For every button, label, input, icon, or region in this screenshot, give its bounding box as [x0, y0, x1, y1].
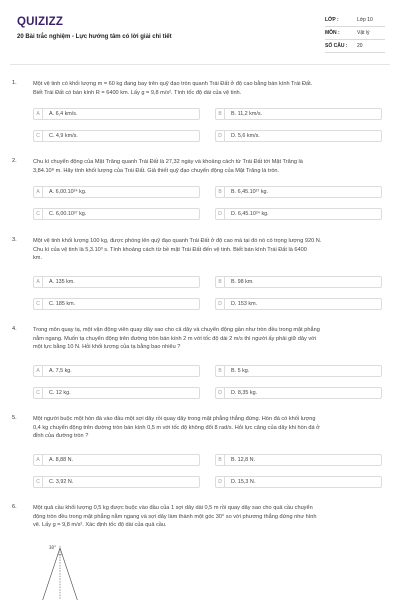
conical-pendulum-figure: [32, 544, 92, 600]
question-line: đỉnh của đường tròn ?: [33, 433, 89, 440]
option-text: D. 8,35 kg.: [231, 390, 258, 396]
option-letter: B: [216, 187, 225, 197]
option-d[interactable]: [215, 387, 382, 399]
meta-value: 20: [357, 43, 363, 49]
option-a[interactable]: [33, 108, 200, 120]
document-title: 20 Bài trắc nghiệm - Lực hướng tâm có lời giải chi tiết: [17, 34, 172, 40]
option-text: C. 4,9 km/s.: [49, 133, 78, 139]
question-line: động tròn đều trong mặt phẳng nằm ngang và sợi dây làm thành một góc 30° so với phương thẳng đứng như hình: [33, 513, 317, 520]
question-text: [33, 237, 385, 263]
question-line: Một vệ tinh khối lượng 100 kg, được phóng lên quỹ đạo quanh Trái Đất ở độ cao mà tại đó nó có trọng lượng 920 N.: [33, 238, 322, 244]
string-line-left: [42, 548, 60, 600]
question-line: Một quả cầu khối lượng 0,5 kg được buộc vào đầu của 1 sợi dây dài 0,5 m rồi quay dây sao cho quả cầu chuyển: [33, 505, 313, 511]
meta-row-grade: [325, 14, 385, 27]
question-number: 4.: [12, 326, 17, 332]
question-text: [33, 326, 385, 352]
option-b[interactable]: [215, 276, 382, 288]
option-text: B. 11,2 km/s.: [231, 111, 263, 117]
question-line: Chu kì của vệ tinh là 5,3.10³ s. Tính khoảng cách từ bề mặt Trái Đất đến vệ tinh. Biết bán kính Trái Đất là 6400: [33, 246, 307, 253]
option-letter: A: [34, 187, 43, 197]
option-letter: C: [34, 209, 43, 219]
option-letter: D: [216, 209, 225, 219]
option-c[interactable]: [33, 298, 200, 310]
option-letter: A: [34, 455, 43, 465]
meta-row-subject: [325, 27, 385, 40]
option-d[interactable]: [215, 130, 382, 142]
option-text: A. 6,00.10²⁴ kg.: [49, 189, 87, 195]
question-number: 2.: [12, 158, 17, 164]
option-text: B. 12,8 N.: [231, 457, 255, 463]
option-text: B. 6,45.10²⁷ kg.: [231, 189, 269, 195]
option-text: C. 12 kg.: [49, 390, 71, 396]
option-a[interactable]: [33, 454, 200, 466]
question-line: 3,84.10⁸ m. Hãy tính khối lượng của Trái Đất. Giả thiết quỹ đạo chuyển động của Mặt Trăng là tròn.: [33, 167, 280, 174]
option-text: C. 3,92 N.: [49, 479, 74, 485]
question-line: một lực bằng 10 N. Hỏi khối lượng của tạ bằng bao nhiêu ?: [33, 344, 181, 351]
option-letter: B: [216, 277, 225, 287]
option-d[interactable]: [215, 298, 382, 310]
question-number: 6.: [12, 504, 17, 510]
question-text: [33, 504, 385, 530]
meta-label: LỚP :: [325, 17, 339, 23]
header-divider: [10, 64, 390, 65]
quizizz-logo: QUIZIZZ: [17, 16, 64, 28]
option-b[interactable]: [215, 454, 382, 466]
meta-label: SỐ CÂU :: [325, 43, 348, 49]
option-text: A. 7,5 kg.: [49, 368, 72, 374]
option-text: A. 135 km.: [49, 279, 75, 285]
option-letter: B: [216, 366, 225, 376]
option-d[interactable]: [215, 208, 382, 220]
meta-value: Lớp 10: [357, 17, 373, 23]
question-line: km.: [33, 255, 43, 262]
option-text: C. 6,00.10²⁷ kg.: [49, 211, 87, 217]
option-text: C. 185 km.: [49, 301, 76, 307]
question-number: 3.: [12, 237, 17, 243]
option-a[interactable]: [33, 186, 200, 198]
option-letter: B: [216, 109, 225, 119]
meta-value: Vật lý: [357, 30, 370, 36]
option-b[interactable]: [215, 186, 382, 198]
option-text: D. 15,3 N.: [231, 479, 256, 485]
question-line: Biết Trái Đất có bán kính R = 6400 km. Lấy g = 9,8 m/s². Tính tốc độ dài của vệ tinh.: [33, 89, 242, 96]
option-text: D. 5,6 km/s.: [231, 133, 260, 139]
option-a[interactable]: [33, 276, 200, 288]
option-text: D. 153 km.: [231, 301, 258, 307]
option-letter: A: [34, 366, 43, 376]
option-c[interactable]: [33, 387, 200, 399]
question-text: [33, 415, 385, 441]
string-line-right: [60, 548, 78, 600]
option-letter: D: [216, 131, 225, 141]
option-text: B. 5 kg.: [231, 368, 250, 374]
option-letter: C: [34, 131, 43, 141]
meta-box: [325, 14, 385, 53]
option-letter: C: [34, 299, 43, 309]
angle-label: 30°: [49, 545, 57, 550]
question-line: Chu kì chuyển động của Mặt Trăng quanh Trái Đất là 27,32 ngày và khoảng cách từ Trái Đất tới Mặt Trăng là: [33, 159, 303, 165]
option-letter: C: [34, 477, 43, 487]
meta-label: MÔN :: [325, 30, 340, 36]
question-line: Một vệ tinh có khối lượng m = 60 kg đang bay trên quỹ đạo tròn quanh Trái Đất ở độ cao bằng bán kính Trái Đất.: [33, 81, 313, 87]
question-number: 5.: [12, 415, 17, 421]
option-text: A. 6,4 km/s.: [49, 111, 78, 117]
question-text: [33, 80, 385, 97]
option-letter: C: [34, 388, 43, 398]
question-line: Một người buộc một hòn đá vào đầu một sợi dây rồi quay dây trong mặt phẳng thẳng đứng. Hòn đá có khối lượng: [33, 416, 316, 422]
option-letter: A: [34, 109, 43, 119]
option-b[interactable]: [215, 365, 382, 377]
option-letter: B: [216, 455, 225, 465]
question-number: 1.: [12, 80, 17, 86]
option-d[interactable]: [215, 476, 382, 488]
option-text: B. 98 km.: [231, 279, 254, 285]
option-a[interactable]: [33, 365, 200, 377]
question-line: Trong môn quay tạ, một vận động viên quay dây sao cho cả dây và chuyển động gần như tròn đều trong mặt phẳng: [33, 327, 320, 333]
option-letter: A: [34, 277, 43, 287]
meta-row-count: [325, 40, 385, 53]
option-text: D. 6,45.10²⁴ kg.: [231, 211, 269, 217]
question-text: [33, 158, 385, 175]
option-letter: D: [216, 388, 225, 398]
question-line: vẽ. Lấy g = 9,8 m/s². Xác định tốc độ dài của quả cầu.: [33, 522, 167, 529]
option-c[interactable]: [33, 130, 200, 142]
option-letter: D: [216, 477, 225, 487]
option-c[interactable]: [33, 476, 200, 488]
option-text: A. 8,88 N.: [49, 457, 73, 463]
question-line: nằm ngang. Muốn tạ chuyển động trên đường tròn bán kính 2 m với tốc độ dài 2 m/s thì người ấy phải giữ dây với: [33, 335, 317, 342]
question-line: 0,4 kg chuyển động trên đường tròn bán kính 0,5 m với tốc độ không đổi 8 rad/s. Hỏi lực căng của dây khi hòn đá ở: [33, 424, 320, 431]
option-letter: D: [216, 299, 225, 309]
option-b[interactable]: [215, 108, 382, 120]
option-c[interactable]: [33, 208, 200, 220]
